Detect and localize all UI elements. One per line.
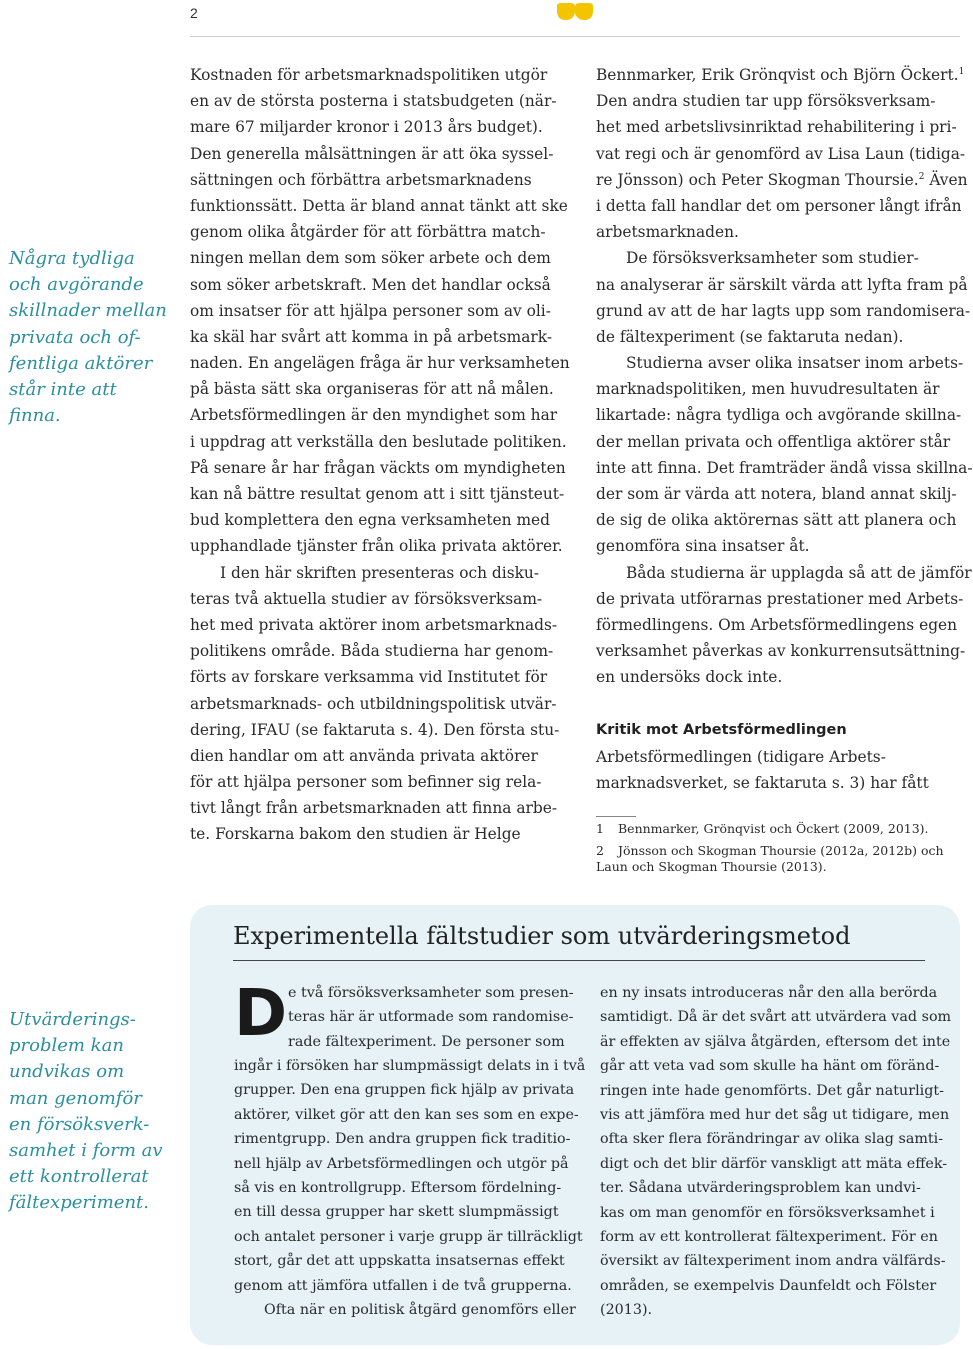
text-line: form av ett kontrollerat fältexperiment. För en xyxy=(600,1228,938,1245)
text-line: Båda studierna är upplagda så att de jämför xyxy=(626,563,972,582)
logo-icon xyxy=(555,2,595,22)
section-heading: Kritik mot Arbetsförmedlingen xyxy=(596,722,847,738)
text-line: Arbetsförmedlingen (tidigare Arbets- xyxy=(596,748,886,766)
text-line: rade fältexperiment. De personer som xyxy=(288,1033,565,1050)
text-line: marknadsverket, se faktaruta s. 3) har fått xyxy=(596,774,929,793)
text-line: översikt av fältexperiment inom andra välfärds- xyxy=(600,1253,946,1270)
text-line: i detta fall handlar det om personer långt ifrån xyxy=(596,196,962,215)
text-line: het med arbetslivsinriktad rehabilitering i pri- xyxy=(596,118,957,137)
body-column-2b xyxy=(596,744,929,796)
text-line: och antalet personer i varje grupp är tillräckligt xyxy=(234,1228,583,1245)
text-line: ter. Sådana utvärderingsproblem kan undvi- xyxy=(600,1180,921,1197)
pull-quote-line: och avgörande xyxy=(9,274,144,296)
text-line: I den här skriften presenteras och disku- xyxy=(220,563,540,582)
footnote-number: 1 xyxy=(596,821,604,836)
text-line: bud komplettera den egna verksamheten med xyxy=(190,511,551,530)
text-line: samtidigt. Då är det svårt att utvärdera vad som xyxy=(600,1009,952,1026)
pull-quote-line: Några tydliga xyxy=(9,248,135,269)
text-line: marknadspolitiken, men huvudresultaten är xyxy=(596,380,940,399)
text-line: vis att jämföra med hur det såg ut tidigare, men xyxy=(600,1106,950,1123)
text-line: teras två aktuella studier av försöksverksam- xyxy=(190,589,543,608)
text-line: te. Forskarna bakom den studien är Helge xyxy=(190,825,521,844)
text-line: vat regi och är genomförd av Lisa Laun (tidiga- xyxy=(596,144,966,163)
text-line: politikens område. Båda studierna har genom- xyxy=(190,642,554,661)
text-line: för att hjälpa personer som befinner sig rela- xyxy=(190,773,542,792)
fact-box-column-2 xyxy=(600,981,951,1322)
text-line: De försöksverksamheter som studier- xyxy=(626,249,919,268)
footnotes xyxy=(596,821,956,875)
footnote-ref-1: 1 xyxy=(958,66,965,77)
text-line: rimentgrupp. Den andra gruppen fick traditio- xyxy=(234,1131,571,1148)
text-line: förts av forskare verksamma vid Institutet för xyxy=(190,668,548,687)
pull-quote-line: fentliga aktörer xyxy=(9,352,153,374)
text-line: dien handlar om att använda privata aktörer xyxy=(190,746,538,765)
text-line: genomföra sina insatser åt. xyxy=(596,537,810,556)
text-line: ingår i försöken har slumpmässigt delats in i två xyxy=(234,1058,586,1074)
text-line: (2013). xyxy=(600,1302,653,1319)
text-line: grund av att de har lagts upp som randomisera- xyxy=(596,301,971,320)
text-line: i uppdrag att verkställa den beslutade politiken. xyxy=(190,432,567,451)
text-line: tivt långt från arbetsmarknaden att finna arbe- xyxy=(190,799,558,818)
text-line: verksamhet påverkas av konkurrensutsättning- xyxy=(596,642,966,661)
page-number: 2 xyxy=(190,5,198,21)
text-line: en undersöks dock inte. xyxy=(596,668,783,687)
pull-quote-line: Utvärderings- xyxy=(9,1009,136,1030)
text-line: dering, IFAU (se faktaruta s. 4). Den första stu- xyxy=(190,720,560,739)
text-line: der mellan privata och offentliga aktörer står xyxy=(596,432,951,451)
footnote-2 xyxy=(596,843,956,875)
text-line: är effekten av själva åtgärden, eftersom det inte xyxy=(600,1033,951,1050)
footnote-number: 2 xyxy=(596,843,604,858)
footnote-text: Bennmarker, Grönqvist och Öckert (2009, 2013). xyxy=(618,821,929,836)
pull-quote-line: fältexperiment. xyxy=(9,1192,149,1214)
text-line: de sig de olika aktörernas sätt att planera och xyxy=(596,511,957,530)
text-line: de privata utförarnas prestationer med Arbets- xyxy=(596,589,964,608)
text-line: ningen mellan dem som söker arbete och dem xyxy=(190,249,551,268)
text-line: Arbetsförmedlingen är den myndighet som har xyxy=(190,406,558,425)
text-line: ofta sker flera förändringar av olika slag samti- xyxy=(600,1131,944,1148)
text-line: Studierna avser olika insatser inom arbets- xyxy=(626,354,964,373)
text-line: aktörer, vilket gör att den kan ses som en expe- xyxy=(234,1106,579,1123)
text-line: mare 67 miljarder kronor i 2013 års budget). xyxy=(190,118,543,137)
text-line: grupper. Den ena gruppen fick hjälp av privata xyxy=(234,1082,575,1099)
text-line: Ofta när en politisk åtgärd genomförs eller xyxy=(264,1301,576,1318)
text-line: likartade: några tydliga och avgörande skillna- xyxy=(596,406,962,425)
text-line: Bennmarker, Erik Grönqvist och Björn Öckert.$^1$ xyxy=(596,66,965,84)
text-line: re Jönsson) och Peter Skogman Thoursie.$^2$ Även xyxy=(596,170,968,189)
text-line: ringen inte hade genomförts. Det går naturligt- xyxy=(600,1082,944,1099)
pull-quote-2 xyxy=(9,1007,163,1217)
text-line: områden, se exempelvis Daunfeldt och Fölster xyxy=(600,1277,937,1294)
text-line: arbetsmarknads- och utbildningspolitisk utvär- xyxy=(190,694,557,713)
footnote-rule xyxy=(596,816,636,817)
text-line: e två försöksverksamheter som presen- xyxy=(288,985,574,1001)
text-line: Kostnaden för arbetsmarknadspolitiken utgör xyxy=(190,66,548,84)
pull-quote-line: problem kan xyxy=(9,1035,124,1057)
text-line: funktionssätt. Detta är bland annat tänkt att ske xyxy=(190,196,568,215)
text-line: en ny insats introduceras når den alla berörda xyxy=(600,985,938,1001)
text-line: om insatser för att hjälpa personer som av oli- xyxy=(190,301,551,320)
pull-quote-line: privata och of- xyxy=(9,326,141,348)
text-line: går att veta vad som skulle ha hänt om föränd- xyxy=(600,1058,940,1075)
pull-quote-line: undvikas om xyxy=(9,1061,125,1083)
text-line: så vis en kontrollgrupp. Eftersom fördelning- xyxy=(234,1179,562,1196)
text-line: kan nå bättre resultat genom att i sitt tjänsteut- xyxy=(190,485,565,503)
pull-quote-line: finna. xyxy=(9,405,61,427)
footnote-1 xyxy=(596,821,956,837)
body-column-1 xyxy=(190,62,570,848)
text-line: På senare år har frågan väckts om myndigheten xyxy=(190,458,566,477)
text-line: nell hjälp av Arbetsförmedlingen och utgör på xyxy=(234,1155,569,1172)
text-line: på bästa sätt ska organiseras för att nå målen. xyxy=(190,380,554,399)
text-line: sättningen och förbättra arbetsmarknadens xyxy=(190,170,532,189)
text-line: upphandlade tjänster från olika privata aktörer. xyxy=(190,537,563,556)
text-line: het med privata aktörer inom arbetsmarknads- xyxy=(190,615,558,634)
pull-quote-line: man genomför xyxy=(9,1087,142,1109)
text-line: genom olika åtgärder för att förbättra match- xyxy=(190,223,546,242)
pull-quote-1 xyxy=(9,246,167,429)
text-line: en av de största posterna i statsbudgeten (när- xyxy=(190,92,557,111)
pull-quote-line: samhet i form av xyxy=(9,1140,163,1162)
pull-quote-line: skillnader mellan xyxy=(9,300,167,322)
fact-box-column-1-intro xyxy=(288,981,574,1054)
body-column-2 xyxy=(596,62,973,691)
text-line: naden. En angelägen fråga är hur verksamheten xyxy=(190,354,570,373)
text-line: kas om man genomför en försöksverksamhet i xyxy=(600,1204,935,1221)
drop-cap: D xyxy=(234,977,288,1051)
footnote-ref-2: 2 xyxy=(918,171,925,182)
fact-box-column-1 xyxy=(234,1054,585,1322)
text-line: teras här är utformade som randomise- xyxy=(288,1009,574,1026)
text-line: en till dessa grupper har skett slumpmässigt xyxy=(234,1204,559,1221)
text-line: stort, går det att uppskatta insatsernas effekt xyxy=(234,1253,565,1270)
text-line: digt och det blir därför vanskligt att mäta effek- xyxy=(600,1155,948,1172)
text-line: förmedlingens. Om Arbetsförmedlingens egen xyxy=(596,615,958,634)
text-line: genom att jämföra utfallen i de två grupperna. xyxy=(234,1277,572,1294)
text-line: Den generella målsättningen är att öka syssel- xyxy=(190,144,554,163)
footnote-text: Jönsson och Skogman Thoursie (2012a, 2012b) och xyxy=(618,843,944,858)
pull-quote-line: en försöksverk- xyxy=(9,1113,150,1135)
text-line: ka skäl har svårt att komma in på arbetsmark- xyxy=(190,327,553,346)
text-line: Den andra studien tar upp försöksverksam- xyxy=(596,92,936,111)
pull-quote-line: ett kontrollerat xyxy=(9,1166,149,1188)
pull-quote-line: står inte att xyxy=(9,379,117,401)
text-line: inte att finna. Det framträder ändå vissa skillna- xyxy=(596,458,973,477)
text-line: de fältexperiment (se faktaruta nedan). xyxy=(596,327,904,346)
text-line: der som är värda att notera, bland annat skilj- xyxy=(596,485,957,503)
fact-box-title: Experimentella fältstudier som utvärderingsmetod xyxy=(233,922,851,950)
fact-box-rule xyxy=(233,960,925,961)
header-rule xyxy=(190,36,960,37)
text-line: som söker arbetskraft. Men det handlar också xyxy=(190,275,551,294)
text-line: na analyserar är särskilt värda att lyfta fram på xyxy=(596,275,968,294)
text-fragment: Även xyxy=(924,170,968,189)
text-line: arbetsmarknaden. xyxy=(596,223,739,242)
footnote-text-cont: Laun och Skogman Thoursie (2013). xyxy=(596,859,827,874)
